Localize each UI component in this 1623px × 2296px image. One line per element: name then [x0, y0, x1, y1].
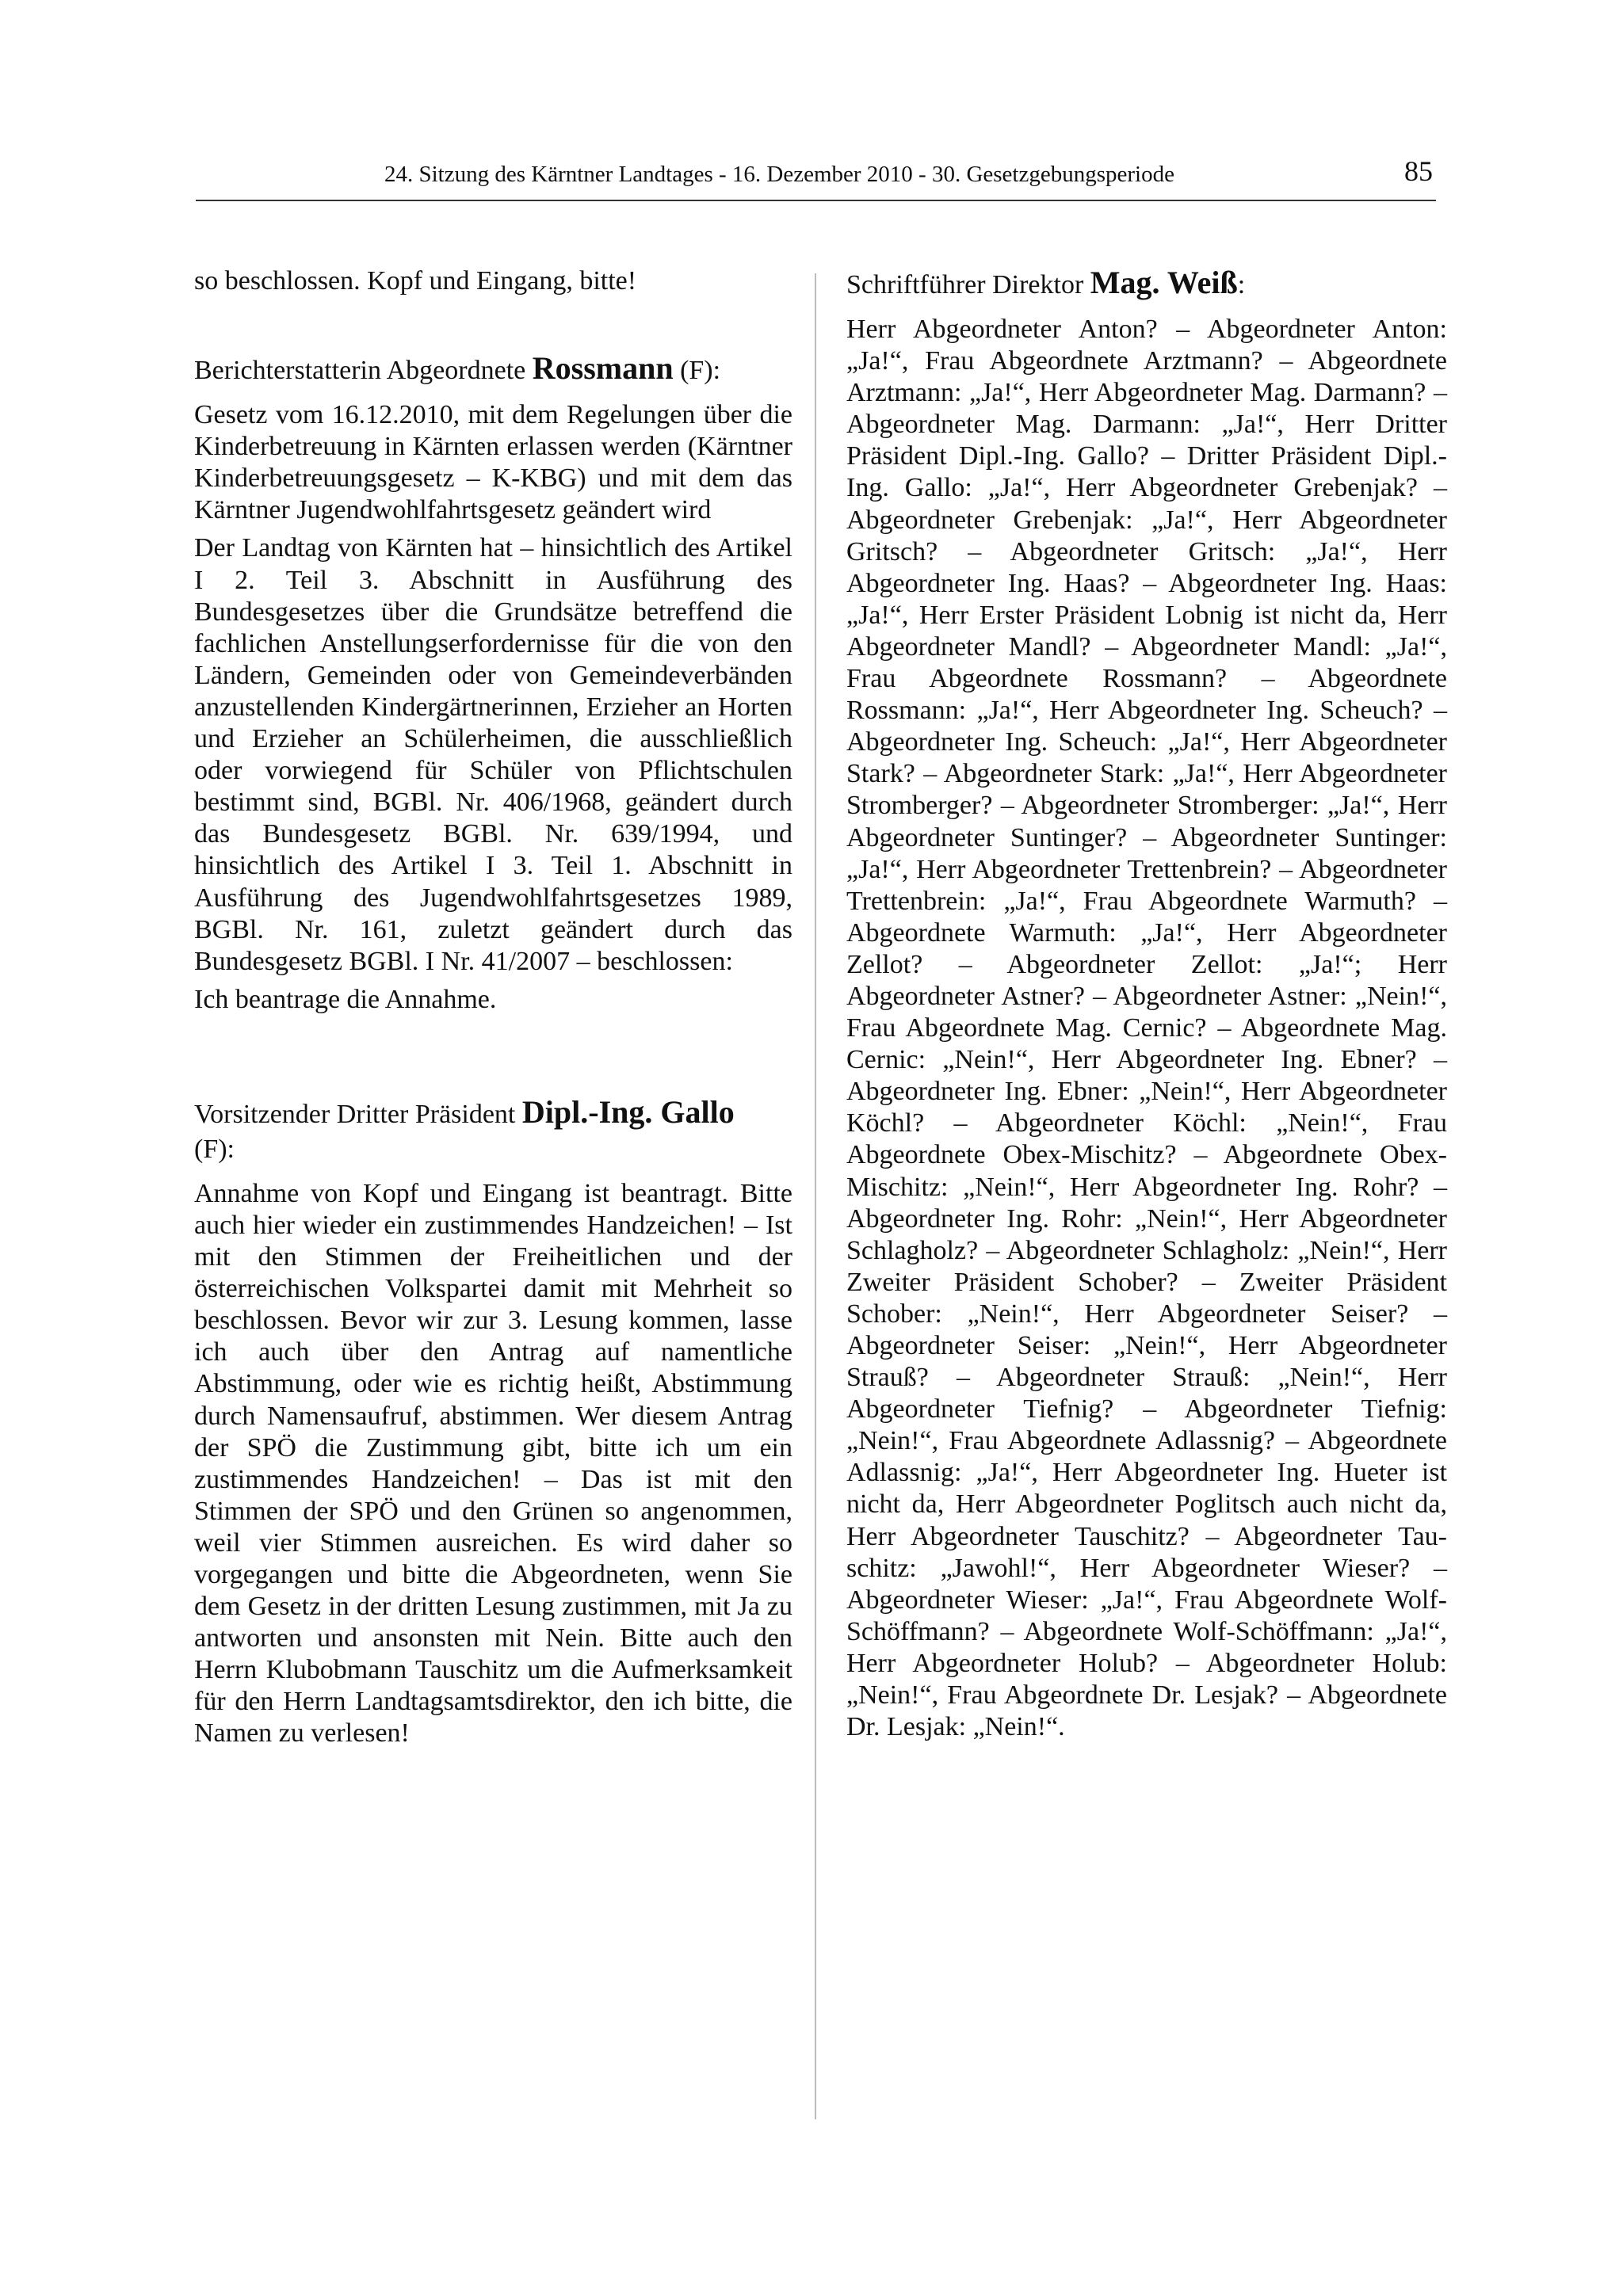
- speaker-role: Vorsitzender Dritter Präsident: [194, 1099, 522, 1129]
- speaker-heading: [846, 265, 1447, 303]
- paragraph: Gesetz vom 16.12.2010, mit dem Regelungen über die Kinderbetreuung in Kärnten erlassen werden (Kärntner Kinderbetreuungsgesetz – K-KBG) und mit dem das Kärntner Jugendwohlfahrtsgesetz geändert wird: [194, 400, 792, 525]
- speaker-party: (F):: [194, 1134, 235, 1164]
- paragraph: Annahme von Kopf und Eingang ist beantragt. Bitte auch hier wieder ein zustimmendes Handzeichen! – Ist mit den Stimmen der Freiheitlichen und der österreichischen Volkspartei damit mit Mehrheit so beschlossen. Bevor wir zur 3. Lesung kommen, lasse ich auch über den Antrag auf namentliche Abstimmung, oder wie es richtig heißt, Abstimmung durch Namensaufruf, abstimmen. Wer diesem Antrag der SPÖ die Zustimmung gibt, bitte ich um ein zustimmendes Handzeichen! – Das ist mit den Stimmen der SPÖ und den Grünen so angenommen, weil vier Stimmen ausreichen. Es wird daher so vorgegangen und bitte die Abgeordneten, wenn Sie dem Gesetz in der dritten Lesung zustimmen, mit Ja zu antworten und ansonsten mit Nein. Bitte auch den Herrn Klubobmann Tauschitz um die Aufmerksamkeit für den Herrn Landtagsamtsdirektor, den ich bitte, die Namen zu verlesen!: [194, 1178, 792, 1749]
- column-divider: [815, 273, 816, 2119]
- paragraph: Der Landtag von Kärnten hat – hinsichtlich des Artikel I 2. Teil 3. Abschnitt in Ausführung des Bundesgesetzes über die Grundsätze betreffend die fachlichen Anstellungserfordernisse für die von den Ländern, Gemeinden oder von Gemeindeverbänden anzustellenden Kindergärtnerinnen, Erzieher an Horten und Erzieher an Schülerheimen, die ausschließlich oder vorwiegend für Schüler von Pflichtschulen bestimmt sind, BGBl. Nr. 406/1968, geändert durch das Bundesgesetz BGBl. Nr. 639/1994, und hinsichtlich des Artikel I 3. Teil 1. Abschnitt in Ausführung des Jugendwohlfahrtsgesetzes 1989, BGBl. Nr. 161, zuletzt geändert durch das Bundesgesetz BGBl. I Nr. 41/2007 – beschlossen:: [194, 533, 792, 976]
- right-column: [846, 265, 1447, 1743]
- opening-text: so beschlossen. Kopf und Eingang, bitte!: [194, 266, 637, 296]
- speaker-name: Dipl.-Ing. Gallo: [521, 1093, 735, 1130]
- speaker-name: Mag. Weiß: [1090, 265, 1238, 300]
- speaker-heading: [194, 1095, 792, 1167]
- paragraph: Ich beantrage die Annahme.: [194, 984, 497, 1014]
- speaker-role: Schriftführer Direktor: [846, 270, 1090, 299]
- page-header: [196, 149, 1436, 201]
- speaker-party: (F):: [673, 356, 721, 386]
- page-number: 85: [1404, 155, 1433, 187]
- header-title: 24. Sitzung des Kärntner Landtages - 16. Dezember 2010 - 30. Gesetzgebungsperiode: [384, 162, 1174, 187]
- speaker-heading: [194, 351, 792, 388]
- speaker-name: Rossmann: [532, 350, 674, 387]
- paragraph: Herr Abgeordneter Anton? – Abgeordneter Anton: „Ja!“, Frau Abgeordnete Arztmann? – Abgeordnete Arztmann: „Ja!“, Herr Abgeordneter Mag. Darmann? – Abgeordneter Mag. Darmann: „Ja!“, Herr Dritter Präsident Dipl.-Ing. Gallo? – Dritter Präsident Dipl.-Ing. Gallo: „Ja!“, Herr Abgeordneter Grebenjak? – Abgeordneter Grebenjak: „Ja!“, Herr Abgeordneter Gritsch? – Abgeordneter Gritsch: „Ja!“, Herr Abgeordneter Ing. Haas? – Abgeordneter Ing. Haas: „Ja!“, Herr Erster Präsident Lobnig ist nicht da, Herr Abgeordneter Mandl? – Abgeordneter Mandl: „Ja!“, Frau Abgeordnete Rossmann? – Abgeordnete Rossmann: „Ja!“, Herr Abgeordneter Ing. Scheuch? – Abgeordneter Ing. Scheuch: „Ja!“, Herr Abgeordneter Stark? – Abgeordneter Stark: „Ja!“, Herr Abgeordneter Stromberger? – Abgeordneter Stromberger: „Ja!“, Herr Abgeordneter Suntinger? – Abgeordneter Suntinger: „Ja!“, Herr Abgeordneter Trettenbrein? – Abgeordneter Trettenbrein: „Ja!“, Frau Abgeordnete Warmuth? – Abgeordnete Warmuth: „Ja!“, Herr Abgeordneter Zellot? – Abgeordneter Zellot: „Ja!“; Herr Abgeordneter Astner? – Abgeordneter Astner: „Nein!“, Frau Abgeordnete Mag. Cernic? – Abgeordnete Mag. Cernic: „Nein!“, Herr Abgeordneter Ing. Ebner? – Abgeordneter Ing. Ebner: „Nein!“, Herr Abgeordneter Köchl? – Abgeordneter Köchl: „Nein!“, Frau Abgeordnete Obex-Mischitz? – Abgeordnete Obex-Mischitz: „Nein!“, Herr Abgeordneter Ing. Rohr? – Abgeordneter Ing. Rohr: „Nein!“, Herr Abgeordneter Schlagholz? – Abgeordneter Schlagholz: „Nein!“, Herr Zweiter Präsident Schober? – Zweiter Präsident Schober: „Nein!“, Herr Abgeordneter Seiser? – Abgeordneter Seiser: „Nein!“, Herr Abgeordneter Strauß? – Abgeordneter Strauß: „Nein!“, Herr Abgeordneter Tiefnig? – Abgeordneter Tiefnig: „Nein!“, Frau Abgeordnete Adlassnig? – Abgeordnete Adlassnig: „Ja!“, Herr Abgeordneter Ing. Hueter ist nicht da, Herr Abgeordneter Poglitsch auch nicht da, Herr Abgeordneter Tauschitz? – Abgeordneter Tauschitz: „Jawohl!“, Herr Abgeordneter Wieser? – Abgeordneter Wieser: „Ja!“, Frau Abgeordnete Wolf-Schöffmann? – Abgeordnete Wolf-Schöffmann: „Ja!“, Herr Abgeordneter Holub? – Abgeordneter Holub: „Nein!“, Frau Abgeordnete Dr. Lesjak? – Abgeordnete Dr. Lesjak: „Nein!“.: [846, 315, 1447, 1742]
- speaker-party: :: [1237, 270, 1246, 299]
- left-column: [194, 265, 792, 1750]
- speaker-role: Berichterstatterin Abgeordnete: [194, 356, 533, 386]
